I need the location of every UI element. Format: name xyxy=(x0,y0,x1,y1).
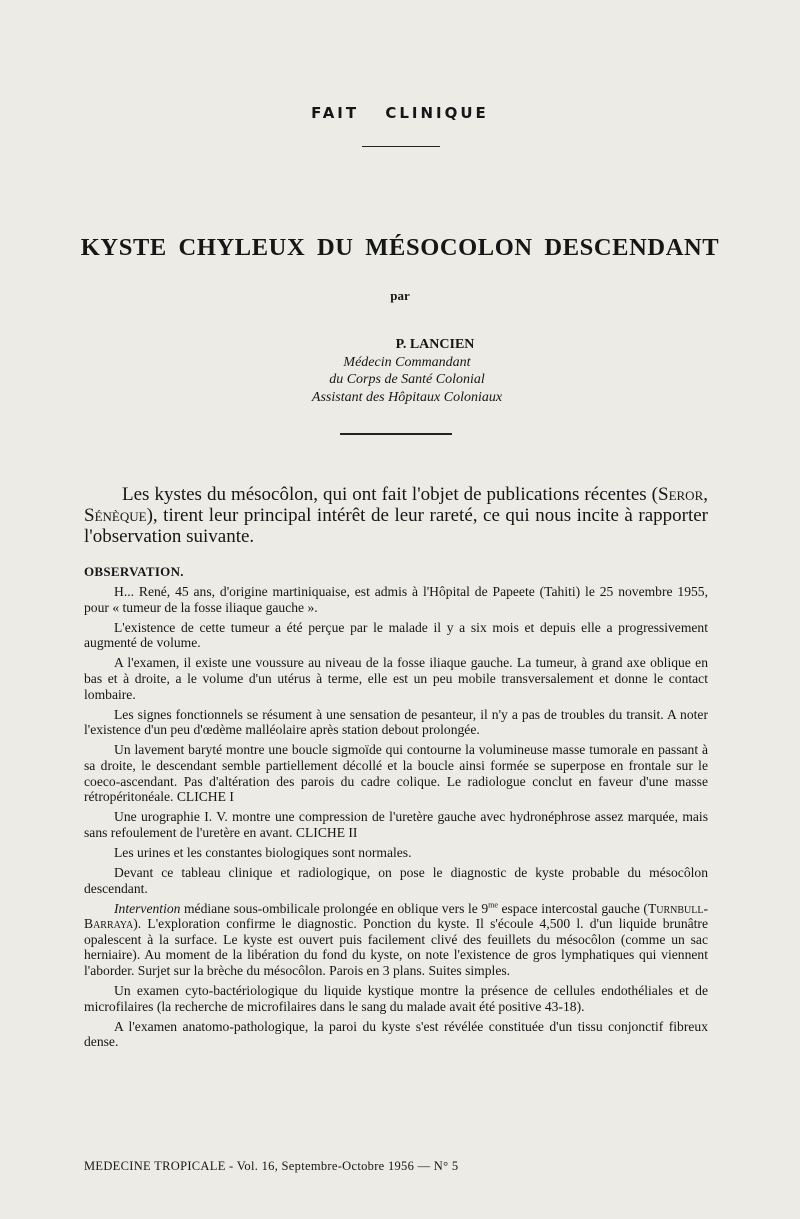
intro-paragraph xyxy=(84,484,708,547)
paragraph-symptoms: Les signes fonctionnels se résument à une sensation de pesanteur, il n'y a pas de troubles du transit. A noter l'existence d'un peu d'œdème malléolaire après station debout prolongée. xyxy=(84,706,708,738)
journal-footer: MEDECINE TROPICALE - Vol. 16, Septembre-Octobre 1956 — N° 5 xyxy=(84,1159,459,1173)
intervention-text-2: espace intercostal gauche ( xyxy=(497,900,648,916)
paragraph-cytology: Un examen cyto-bactériologique du liquide kystique montre la présence de cellules endothéliales et de microfilaires (la recherche de microfilaires dans le sang du malade avait été positive 43-18). xyxy=(84,983,708,1014)
intro-text-2: ), tirent leur principal intérêt de leur rareté, ce qui nous incite à rapporter l'observation suivante. xyxy=(84,505,708,547)
article-body xyxy=(84,584,708,1055)
paragraph-biology: Les urines et les constantes biologiques sont normales. xyxy=(114,844,412,860)
paragraph-history: L'existence de cette tumeur a été perçue par le malade il y a six mois et depuis elle a progressivement augmenté de volume. xyxy=(84,619,708,651)
intervention-text-3: ). L'exploration confirme le diagnostic. Ponction du kyste. Il s'écoule 4,500 l. d'un liquide brunâtre opalescent à la surface. Le kyste est ouvert puis facilement clivé des feuillets du mésocôlon (comme un sac herniaire). Au moment de la libération du fond du kyste, on note l'existence de gros lymphatiques qui viennent l'aborder. Surjet sur la brèche du mésocôlon. Parois en 3 plans. Suites simples. xyxy=(84,916,708,979)
article-title: KYSTE CHYLEUX DU MÉSOCOLON DESCENDANT xyxy=(80,234,720,261)
intro-text-1: Les kystes du mésocôlon, qui ont fait l'objet de publications récentes ( xyxy=(122,484,658,505)
byline-par: par xyxy=(390,288,410,303)
author-title-2: du Corps de Santé Colonial xyxy=(329,372,485,387)
author-title-1: Médecin Commandant xyxy=(343,354,471,370)
paragraph-admission: H... René, 45 ans, d'origine martiniquaise, est admis à l'Hôpital de Papeete (Tahiti) le 25 novembre 1955, pour « tumeur de la fosse iliaque gauche ». xyxy=(84,584,708,615)
intervention-lead: Intervention xyxy=(114,900,181,916)
paragraph-diagnosis: Devant ce tableau clinique et radiologique, on pose le diagnostic de kyste probable du mésocôlon descendant. xyxy=(84,865,708,896)
top-divider xyxy=(362,146,440,147)
cited-author-seror: Seror xyxy=(658,484,704,505)
paragraph-pathology: A l'examen anatomo-pathologique, la paroi du kyste s'est révélée constituée d'un tissu conjonctif fibreux dense. xyxy=(84,1018,708,1050)
introduction xyxy=(84,484,708,547)
intervention-text-1: médiane sous-ombilicale prolongée en oblique vers le 9 xyxy=(180,900,489,916)
author-title-3: Assistant des Hôpitaux Coloniaux xyxy=(311,389,503,405)
section-label: FAIT CLINIQUE xyxy=(311,104,489,122)
paragraph-urography: Une urographie I. V. montre une compression de l'uretère gauche avec hydronéphrose assez marquée, mais sans refoulement de l'uretère en avant. CLICHE II xyxy=(84,809,708,840)
paragraph-barium-enema: Un lavement baryté montre une boucle sigmoïde qui contourne la volumineuse masse tumorale en passant à sa droite, le descendant semble partiellement décollé et la boucle ainsi formée se superpose en frontale sur le coeco-ascendant. Pas d'altération des parois du cadre colique. Le radiologue conclut en faveur d'une masse rétropéritonéale. CLICHE I xyxy=(84,742,708,805)
cited-author-seneque: Sénèque xyxy=(84,505,147,526)
author-divider xyxy=(340,433,452,435)
paragraph-examination: A l'examen, il existe une voussure au niveau de la fosse iliaque gauche. La tumeur, à grand axe oblique en bas et à droite, a le volume d'un utérus à terme, elle est un peu mobile transversalement et donne le contact lombaire. xyxy=(84,655,708,702)
observation-heading: OBSERVATION. xyxy=(84,564,184,579)
intro-sep: , xyxy=(703,484,708,505)
author-block xyxy=(0,336,800,406)
cited-technique: Turnbull-Barraya xyxy=(84,900,708,932)
paragraph-intervention xyxy=(84,901,708,979)
ordinal-superscript: me xyxy=(488,900,498,910)
author-name: P. LANCIEN xyxy=(395,337,475,352)
